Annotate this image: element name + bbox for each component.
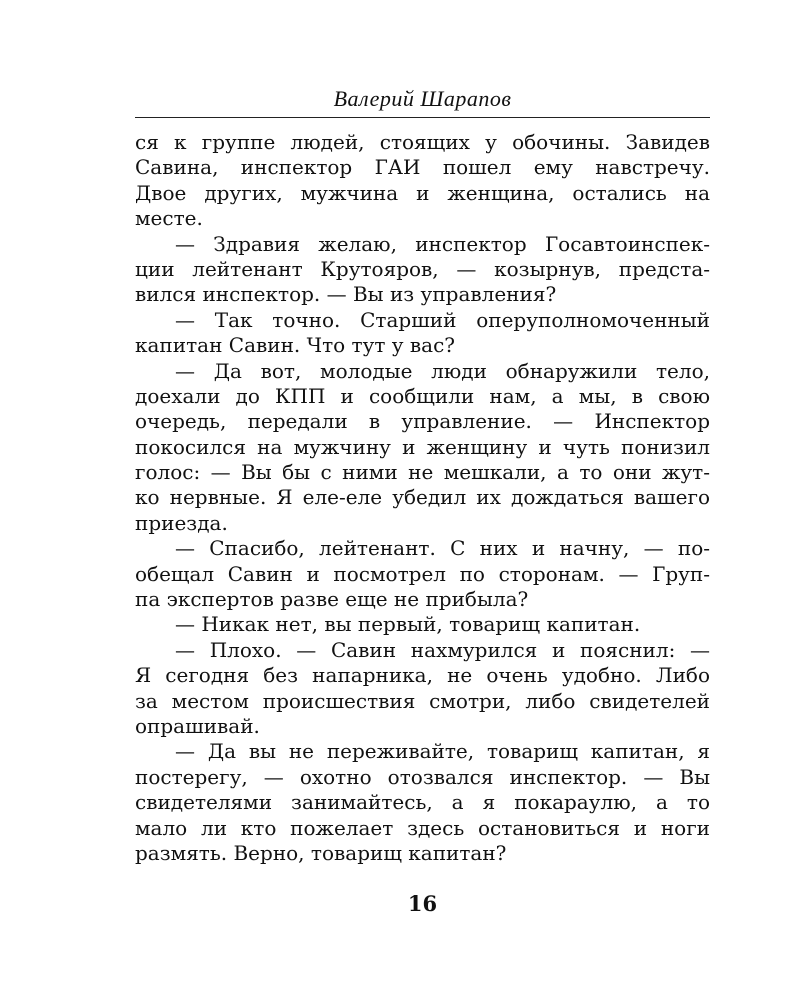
text-line: вился инспектор. — Вы из управления? bbox=[135, 282, 557, 307]
text-line: — Спасибо, лейтенант. С них и начну, — по- bbox=[175, 536, 710, 561]
text-line: — Здравия желаю, инспектор Госавтоинспек- bbox=[175, 231, 710, 256]
page-number: 16 bbox=[407, 891, 438, 916]
text-line: за местом происшествия смотри, либо свидетелей bbox=[135, 688, 710, 713]
text-line: постерегу, — охотно отозвался инспектор. — Вы bbox=[135, 764, 710, 789]
text-line: — Да вот, молодые люди обнаружили тело, bbox=[175, 358, 710, 383]
text-line: размять. Верно, товарищ капитан? bbox=[135, 840, 507, 865]
text-line: доехали до КПП и сообщили нам, а мы, в свою bbox=[135, 383, 710, 408]
text-line: капитан Савин. Что тут у вас? bbox=[135, 333, 456, 358]
text-line: мало ли кто пожелает здесь остановиться и ноги bbox=[135, 815, 710, 840]
text-line: ся к группе людей, стоящих у обочины. Завидев bbox=[135, 130, 710, 154]
header-rule bbox=[135, 117, 710, 118]
text-line: покосился на мужчину и женщину и чуть понизил bbox=[135, 434, 710, 459]
text-line: месте. bbox=[135, 206, 203, 231]
text-line: ко нервные. Я еле-еле убедил их дождаться вашего bbox=[135, 485, 710, 510]
text-line: обещал Савин и посмотрел по сторонам. — Груп- bbox=[135, 561, 710, 586]
text-line: — Никак нет, вы первый, товарищ капитан. bbox=[175, 612, 641, 637]
running-header: Валерий Шарапов bbox=[333, 86, 512, 111]
text-line: па экспертов разве еще не прибыла? bbox=[135, 587, 529, 612]
text-line: Савина, инспектор ГАИ пошел ему навстречу. bbox=[135, 155, 710, 180]
text-line: — Так точно. Старший оперуполномоченный bbox=[175, 307, 710, 332]
text-line: свидетелями занимайтесь, а я покараулю, а то bbox=[135, 790, 710, 815]
text-line: ции лейтенант Крутояров, — козырнув, предста- bbox=[135, 256, 710, 281]
text-line: — Плохо. — Савин нахмурился и пояснил: — bbox=[175, 637, 710, 662]
text-line: опрашивай. bbox=[135, 713, 260, 738]
text-line: Я сегодня без напарника, не очень удобно. Либо bbox=[135, 663, 710, 688]
body-text bbox=[135, 130, 710, 866]
text-line: голос: — Вы бы с ними не мешкали, а то они жут- bbox=[135, 460, 710, 485]
text-line: Двое других, мужчина и женщина, остались на bbox=[135, 180, 710, 205]
text-line: очередь, передали в управление. — Инспектор bbox=[135, 409, 710, 434]
text-line: приезда. bbox=[135, 510, 228, 535]
text-line: — Да вы не переживайте, товарищ капитан, я bbox=[175, 739, 710, 764]
